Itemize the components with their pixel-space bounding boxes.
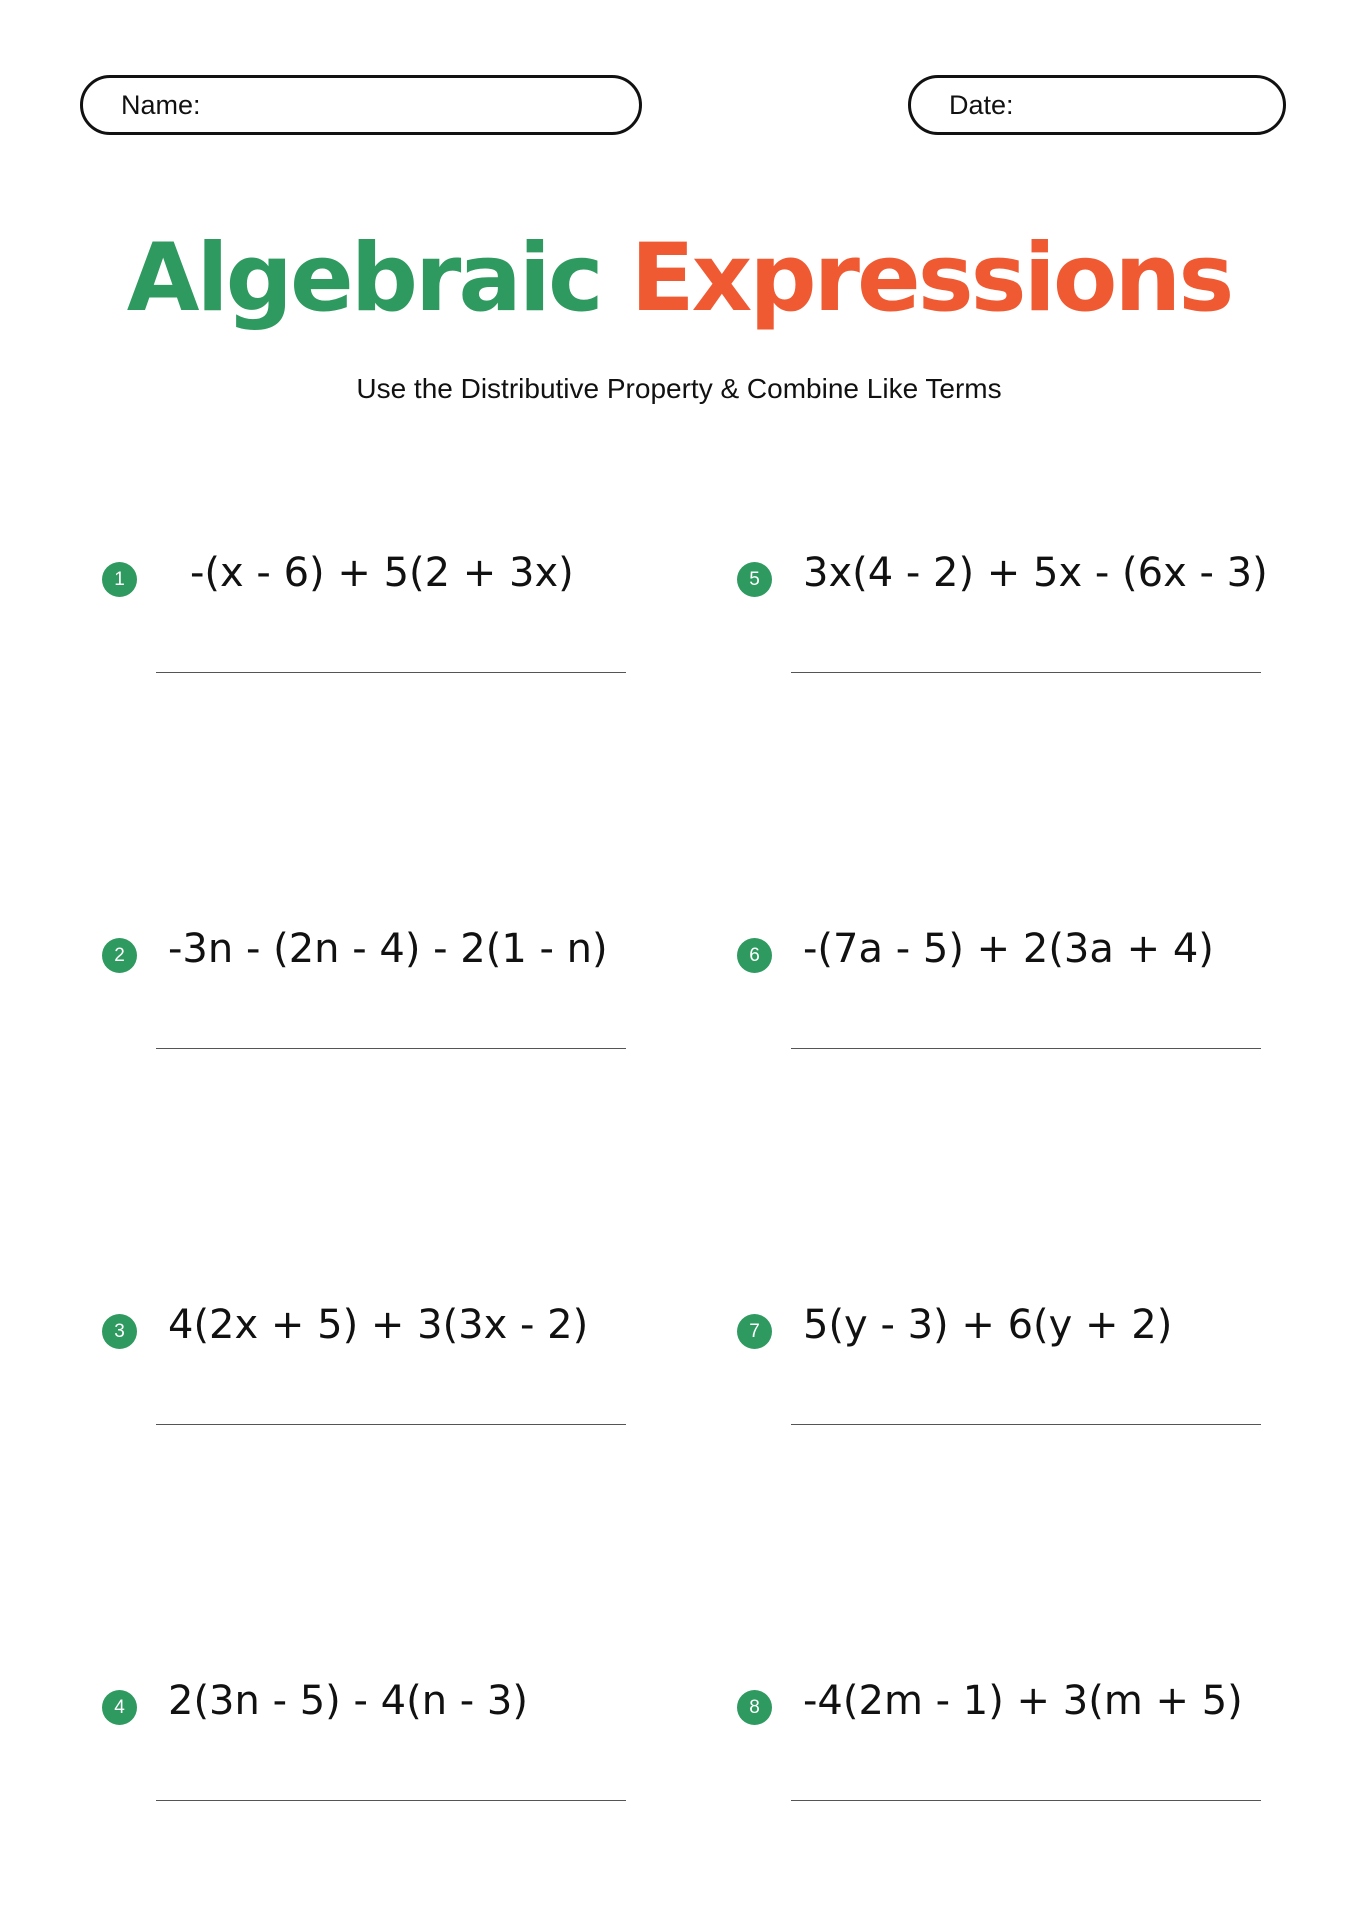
- answer-line[interactable]: [791, 1424, 1261, 1425]
- answer-line[interactable]: [156, 1424, 626, 1425]
- date-field[interactable]: [908, 75, 1286, 135]
- problem-expression: -(7a - 5) + 2(3a + 4): [803, 926, 1214, 972]
- answer-line[interactable]: [791, 1048, 1261, 1049]
- problem-number-badge: 7: [737, 1314, 772, 1349]
- problem-expression: -(x - 6) + 5(2 + 3x): [190, 550, 574, 596]
- problem-number-badge: 2: [102, 938, 137, 973]
- problem-expression: 4(2x + 5) + 3(3x - 2): [168, 1302, 589, 1348]
- problem-6: [737, 918, 1297, 1118]
- problem-3: [102, 1294, 662, 1494]
- name-label: Name:: [121, 89, 201, 120]
- answer-line[interactable]: [156, 672, 626, 673]
- problem-number-badge: 5: [737, 562, 772, 597]
- problem-number-badge: 4: [102, 1690, 137, 1725]
- worksheet-title: [0, 224, 1358, 333]
- problem-1: [102, 542, 662, 742]
- title-part-algebraic: Algebraic: [126, 224, 601, 333]
- problem-4: [102, 1670, 662, 1870]
- problem-expression: -3n - (2n - 4) - 2(1 - n): [168, 926, 608, 972]
- title-part-expressions: Expressions: [630, 224, 1232, 333]
- answer-line[interactable]: [156, 1048, 626, 1049]
- answer-line[interactable]: [156, 1800, 626, 1801]
- problem-expression: 2(3n - 5) - 4(n - 3): [168, 1678, 528, 1724]
- name-field[interactable]: [80, 75, 642, 135]
- problem-5: [737, 542, 1337, 742]
- problem-expression: 3x(4 - 2) + 5x - (6x - 3): [803, 550, 1268, 596]
- problem-number-badge: 1: [102, 562, 137, 597]
- problem-7: [737, 1294, 1297, 1494]
- problem-expression: -4(2m - 1) + 3(m + 5): [803, 1678, 1243, 1724]
- problem-2: [102, 918, 662, 1118]
- problem-number-badge: 3: [102, 1314, 137, 1349]
- problem-number-badge: 8: [737, 1690, 772, 1725]
- problem-number-badge: 6: [737, 938, 772, 973]
- answer-line[interactable]: [791, 1800, 1261, 1801]
- worksheet-subtitle: Use the Distributive Property & Combine Like Terms: [356, 373, 1002, 404]
- problem-expression: 5(y - 3) + 6(y + 2): [803, 1302, 1173, 1348]
- problem-8: [737, 1670, 1297, 1870]
- date-label: Date:: [949, 89, 1014, 120]
- answer-line[interactable]: [791, 672, 1261, 673]
